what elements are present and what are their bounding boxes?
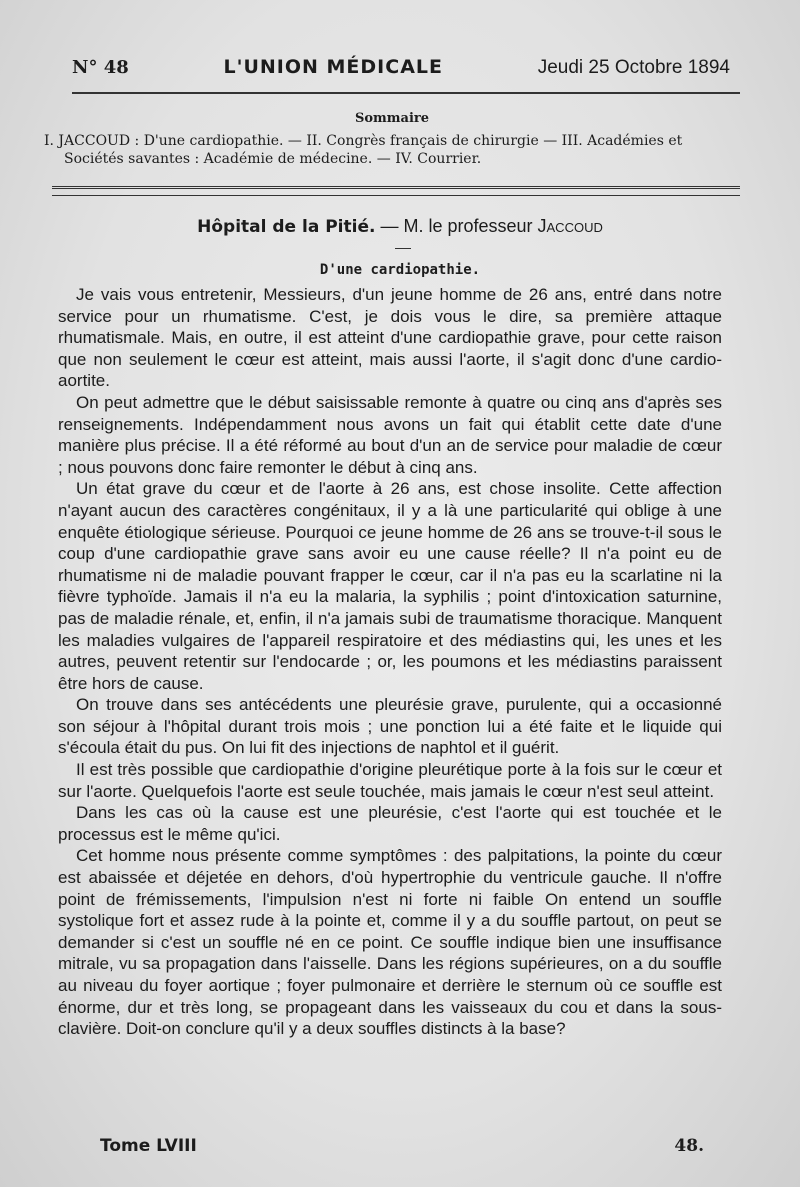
paragraph: Il est très possible que cardiopathie d'origine pleurétique porte à la fois sur le cœur et sur l'aorte. Quelquefois l'aorte est seule touchée, mais jamais le cœur n'est seul atteint. (58, 760, 722, 801)
summary-box (44, 110, 740, 168)
paragraph: On peut admettre que le début saisissable remonte à quatre ou cinq ans d'après ses renseignements. Indépendamment nous avons un fait qui établit cette date d'une manière plus précise. Il a été réformé au bout d'un an de service pour maladie de cœur ; nous pouvons donc faire remonter le début à cinq ans. (58, 392, 722, 477)
running-head (72, 56, 730, 86)
paragraph: Dans les cas où la cause est une pleurésie, c'est l'aorte qui est touchée et le processus est le même qu'ici. (58, 803, 722, 844)
hospital-name: Hôpital de la Pitié. (197, 217, 376, 237)
section-title (60, 214, 740, 239)
summary-heading: Sommaire (354, 111, 430, 126)
issue-number: N° 48 (72, 57, 129, 78)
summary-text: I. JACCOUD : D'une cardiopathie. — II. Congrès français de chirurgie — III. Académies et Sociétés savantes : Académie de médecine. — IV. Courrier. (44, 133, 683, 167)
issue-date: Jeudi 25 Octobre 1894 (537, 57, 730, 78)
title-dash (395, 248, 411, 249)
article-subtitle: D'une cardiopathie. (319, 262, 481, 278)
journal-title: L'UNION MÉDICALE (223, 56, 443, 78)
volume-label: Tome LVIII (100, 1136, 197, 1156)
paragraph: Un état grave du cœur et de l'aorte à 26 ans, est chose insolite. Cette affection n'ayant aucun des caractères congénitaux, il y a là une particularité qui oblige à une enquête étiologique sérieuse. Pourquoi ce jeune homme de 26 ans se trouve-t-il sous le coup d'une cardiopathie grave sans avoir eu une cause réelle? Il n'a point eu de rhumatisme ni de maladie pouvant frapper le cœur, car il n'a pas eu la scarlatine ni la fièvre typhoïde. Jamais il n'a eu la malaria, la syphilis ; point d'intoxication saturnine, pas de maladie rénale, et, enfin, il n'a jamais subi de traumatisme thoracique. Manquent les maladies vulgaires de l'appareil respiratoire et des médiastins qui, les unes et les autres, peuvent retentir sur l'endocarde ; or, les poumons et les médiastins paraissent être hors de cause. (58, 479, 722, 693)
header-rule (72, 92, 740, 94)
paragraph: On trouve dans ses antécédents une pleurésie grave, purulente, qui a occasionné son séjour à l'hôpital durant trois mois ; une ponction lui a été faite et le liquide qui s'écoula était du pus. On lui fit des injections de naphtol et il guérit. (58, 695, 722, 758)
article-body (58, 284, 722, 1040)
page-number: 48. (674, 1136, 704, 1156)
summary-double-rule (52, 186, 740, 193)
paragraph: Cet homme nous présente comme symptômes : des palpitations, la pointe du cœur est abaissée et déjetée en dehors, d'où hypertrophie du ventricule gauche. Il n'offre point de frémissements, l'impulsion n'est ni forte ni faible On entend un souffle systolique fort et assez rude à la pointe et, comme il y a du souffle partout, on peut se demander si c'est un souffle né en ce point. Ce souffle indique bien une insuffisance mitrale, vu sa propagation dans l'aisselle. Dans les régions supérieures, on a du souffle au niveau du foyer aortique ; foyer pulmonaire et derrière le sternum où ce souffle est énorme, dur et très long, se propageant dans les vaisseaux du cou et dans la sous-clavière. Doit-on conclure qu'il y a deux souffles distincts à la base? (58, 846, 722, 1039)
page-footer (100, 1136, 704, 1156)
professor-name: Jaccoud (537, 216, 603, 236)
paragraph: Je vais vous entretenir, Messieurs, d'un jeune homme de 26 ans, entré dans notre service pour un rhumatisme. C'est, je dois vous le dire, sa première attaque rhumatismale. Mais, en outre, il est atteint d'une cardiopathie grave, pour cette raison que non seulement le cœur est atteint, mais aussi l'aorte, il s'agit donc d'une cardio-aortite. (58, 285, 722, 391)
summary-rule (52, 195, 740, 196)
professor-prefix: — M. le professeur (375, 216, 538, 236)
